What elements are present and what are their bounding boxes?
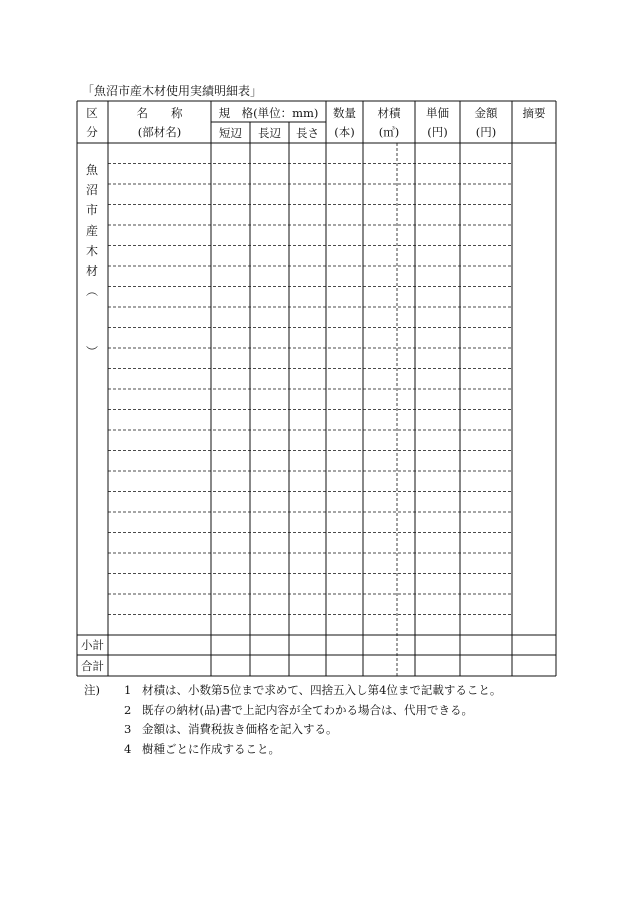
header-qty-unit: (本) (334, 125, 355, 139)
section-label-char: ︵ (85, 284, 98, 299)
note-prefix: 注) (84, 683, 100, 697)
note-text: 既存の納材(品)書で上記内容が全てわかる場合は、代用できる。 (142, 702, 473, 717)
note-number: 1 (124, 683, 132, 697)
note-number: 4 (124, 741, 132, 756)
note-prefix (84, 701, 124, 721)
section-label-char: 市 (85, 203, 98, 218)
section-label-char: 木 (85, 243, 98, 258)
header-name-sub: (部材名) (137, 125, 182, 139)
note-prefix (84, 720, 124, 740)
header-unit-price: 単価 (426, 106, 449, 120)
section-label-char: ︶ (85, 344, 98, 359)
section-label-char: 沼 (85, 183, 98, 198)
note-number: 2 (124, 702, 132, 717)
header-kubun-1: 区 (86, 106, 98, 120)
header-volume: 材積 (377, 106, 401, 120)
note-text: 金額は、消費税抜き価格を記入する。 (142, 722, 338, 736)
notes (84, 681, 501, 759)
note-number: 3 (124, 722, 132, 736)
note-text: 樹種ごとに作成すること。 (142, 741, 280, 756)
header-spec-length: 長さ (296, 126, 319, 140)
section-label-char: 魚 (85, 163, 98, 177)
section-label-char (82, 322, 102, 342)
header-spec-long: 長辺 (258, 126, 281, 140)
header-volume-unit: (㎥) (378, 125, 400, 139)
note-prefix (84, 740, 124, 760)
note-item (84, 701, 501, 721)
subtotal-label: 小計 (81, 638, 104, 652)
header-amount-unit: (円) (475, 125, 497, 139)
header-spec-short: 短辺 (219, 126, 242, 140)
header-kubun-2: 分 (86, 125, 98, 139)
total-label: 合計 (81, 659, 104, 673)
header-unit-price-unit: (円) (427, 125, 448, 139)
header-name: 名 称 (136, 106, 183, 120)
note-text: 材積は、小数第5位まで求めて、四捨五入し第4位まで記載すること。 (142, 683, 502, 697)
document-title: 「魚沼市産木材使用実績明細表」 (82, 84, 263, 98)
section-label (82, 160, 102, 362)
header-spec: 規 格(単位：mm) (218, 106, 319, 120)
header-amount: 金額 (474, 106, 498, 120)
section-label-char: 産 (85, 223, 98, 238)
section-label-char (82, 301, 102, 321)
note-item (84, 720, 501, 740)
header-remarks: 摘要 (522, 106, 546, 120)
section-label-char: 材 (85, 264, 98, 279)
note-item (84, 681, 501, 701)
header-qty: 数量 (333, 106, 356, 120)
note-item (84, 740, 501, 760)
